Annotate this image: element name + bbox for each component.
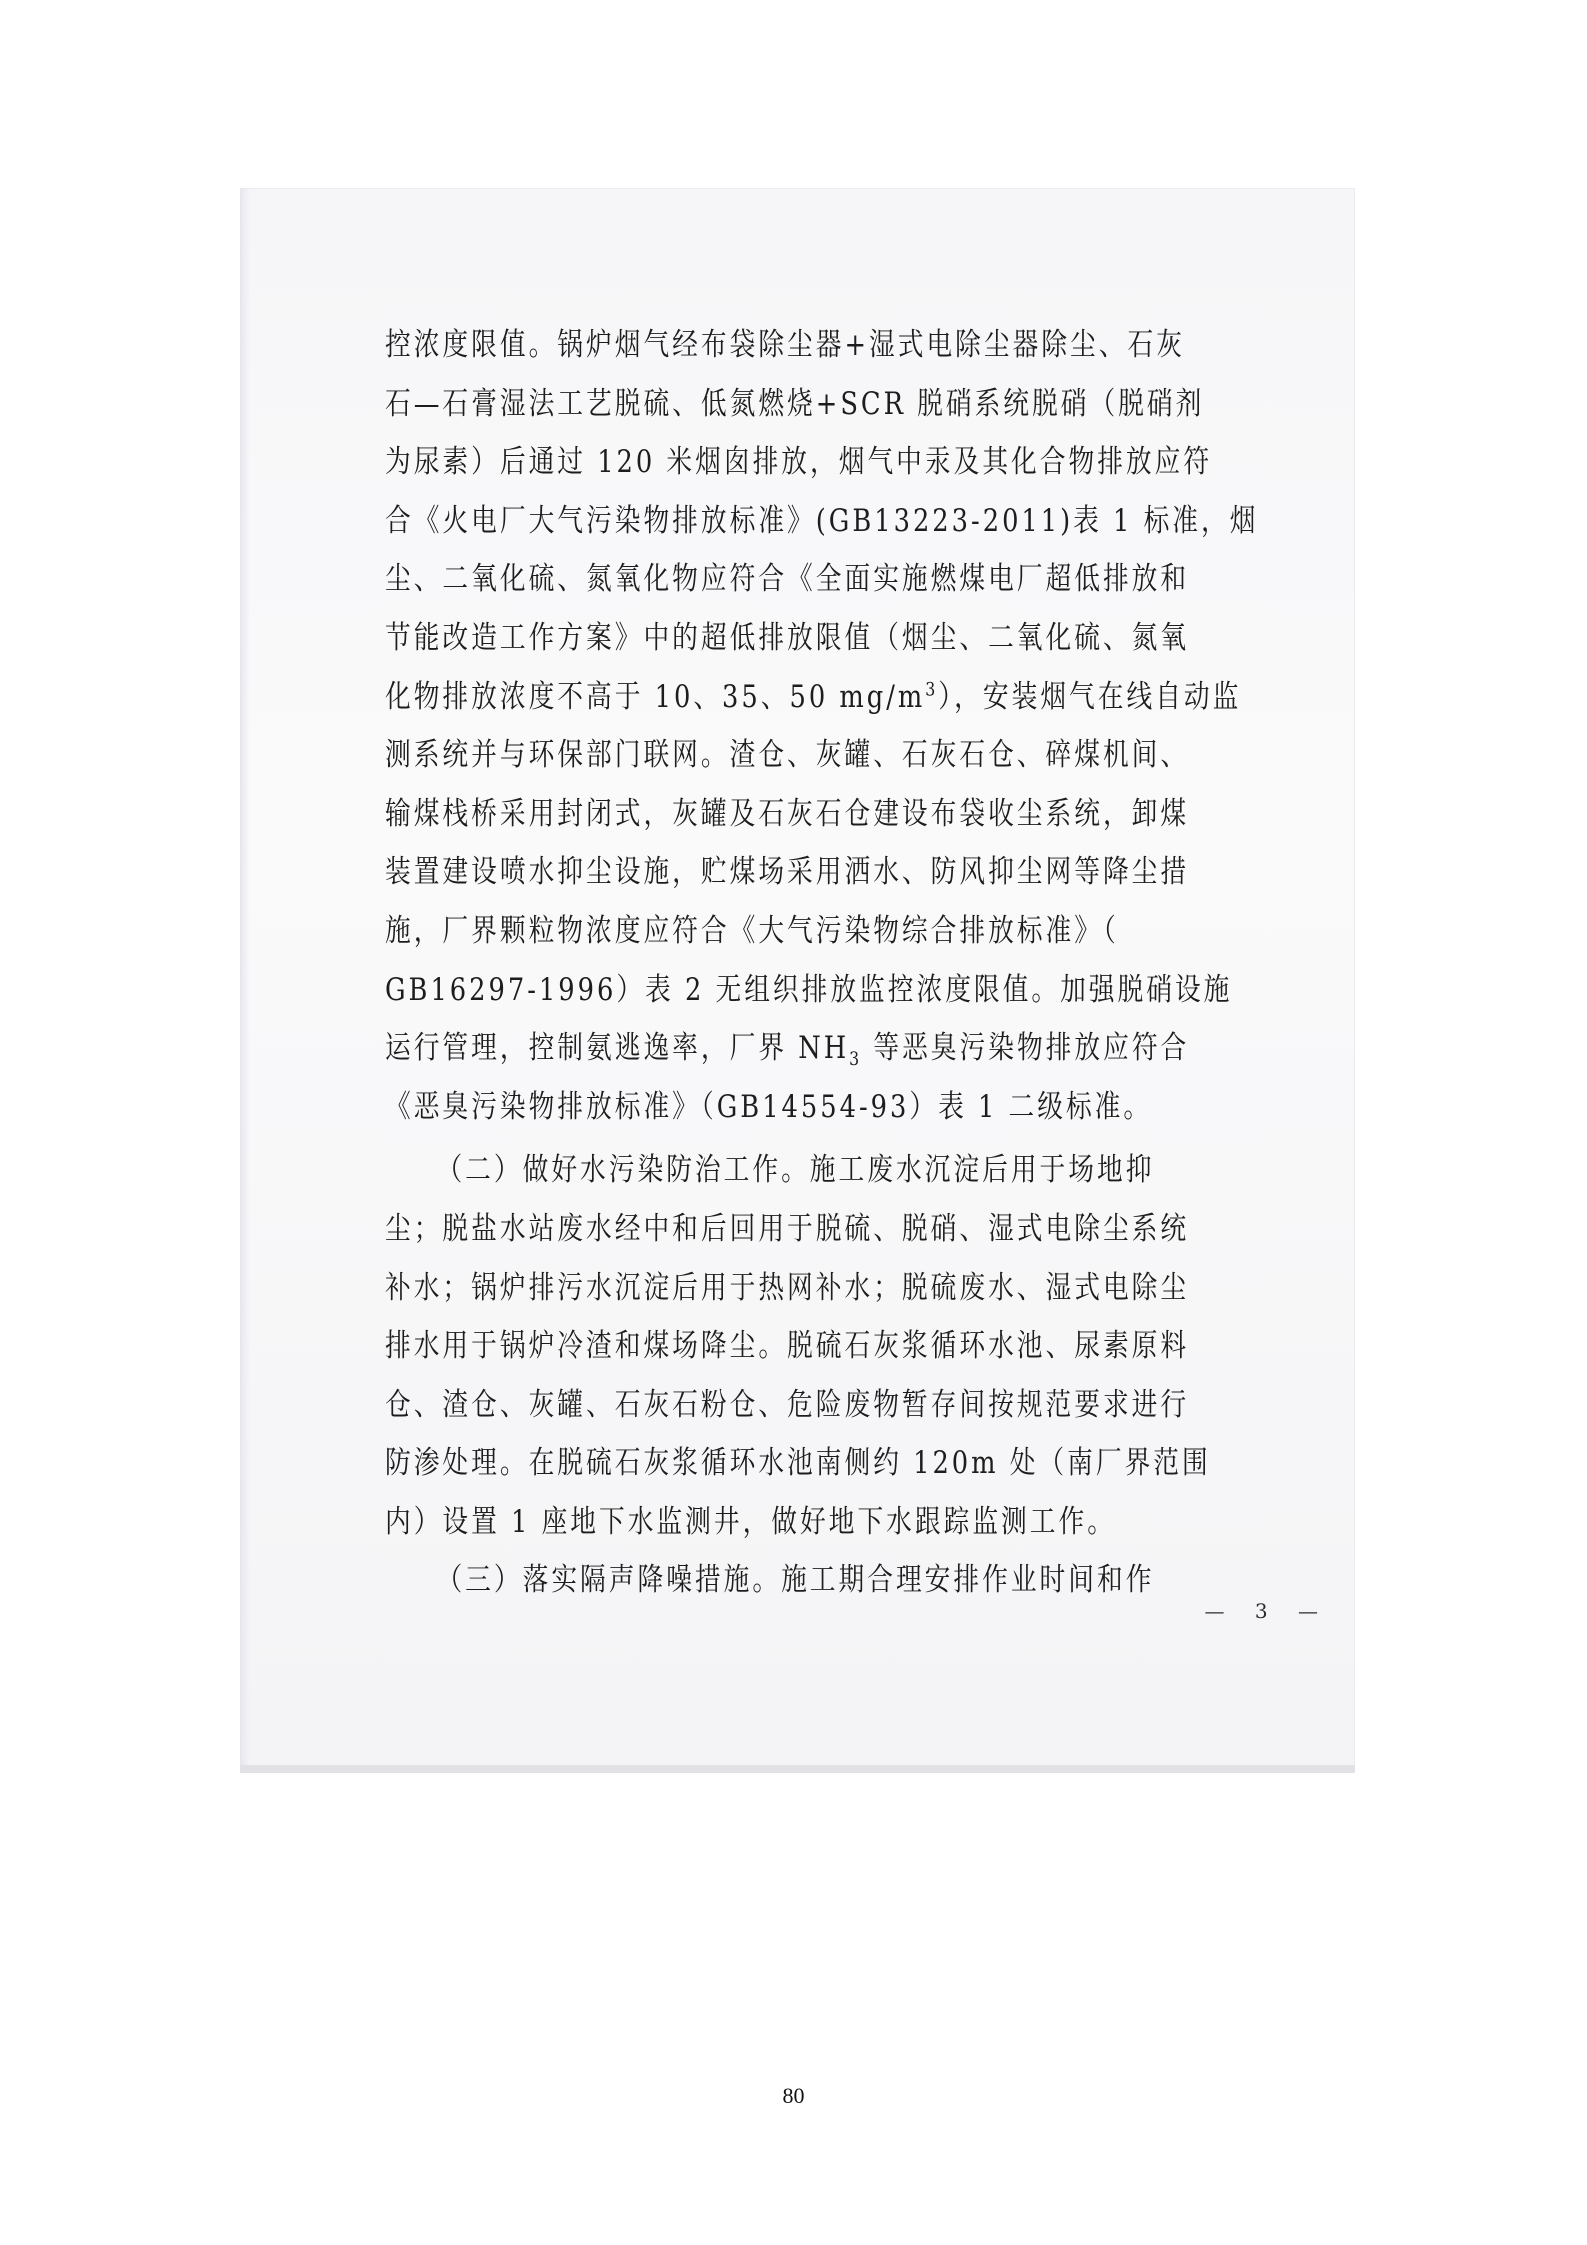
- text-line: 测系统并与环保部门联网。渣仓、灰罐、石灰石仓、碎煤机间、: [385, 737, 1190, 774]
- text-line: 合《火电厂大气污染物排放标准》(GB13223-2011)表 1 标准，烟: [385, 502, 1259, 539]
- text-line: 输煤栈桥采用封闭式，灰罐及石灰石仓建设布袋收尘系统，卸煤: [385, 795, 1190, 832]
- unit-superscript: 3: [925, 678, 939, 701]
- text-line: 《恶臭污染物排放标准》（GB14554-93）表 1 二级标准。: [385, 1088, 1153, 1125]
- section-heading-line: （二）做好水污染防治工作。施工废水沉淀后用于场地抑: [436, 1152, 1155, 1189]
- text-line-tail: ），安装烟气在线自动监: [938, 678, 1242, 715]
- section-heading-line: （三）落实隔声降噪措施。施工期合理安排作业时间和作: [436, 1562, 1155, 1599]
- text-line: 石—石膏湿法工艺脱硫、低氮燃烧+SCR 脱硝系统脱硝（脱硝剂: [385, 385, 1205, 422]
- text-line: [385, 1019, 1286, 1078]
- scanned-page-number: — 3 —: [1204, 1599, 1330, 1623]
- text-line-head: 运行管理，控制氨逃逸率，厂界 NH: [385, 1030, 850, 1067]
- scanned-page: [240, 188, 1355, 1773]
- formula-subscript: 3: [849, 1048, 863, 1071]
- text-line: 装置建设喷水抑尘设施，贮煤场采用洒水、防风抑尘网等降尘措: [385, 854, 1190, 891]
- text-line: 节能改造工作方案》中的超低排放限值（烟尘、二氧化硫、氮氧: [385, 619, 1190, 656]
- text-line: 施，厂界颗粒物浓度应符合《大气污染物综合排放标准》（: [385, 912, 1119, 949]
- text-line: 为尿素）后通过 120 米烟囱排放，烟气中汞及其化合物排放应符: [385, 444, 1213, 481]
- text-line-tail: 等恶臭污染物排放应符合: [862, 1030, 1190, 1067]
- scan-shadow-bottom: [240, 1765, 1355, 1773]
- text-line: 控浓度限值。锅炉烟气经布袋除尘器+湿式电除尘器除尘、石灰: [385, 327, 1185, 363]
- text-line: 尘、二氧化硫、氮氧化物应符合《全面实施燃煤电厂超低排放和: [385, 561, 1190, 598]
- scan-shadow-left: [240, 188, 250, 1773]
- page-number: 80: [782, 2083, 805, 2108]
- text-line: GB16297-1996）表 2 无组织排放监控浓度限值。加强脱硝设施: [385, 971, 1233, 1008]
- text-line: 尘；脱盐水站废水经中和后回用于脱硫、脱硝、湿式电除尘系统: [385, 1210, 1190, 1247]
- text-line: 补水；锅炉排污水沉淀后用于热网补水；脱硫废水、湿式电除尘: [385, 1269, 1190, 1306]
- text-line: 排水用于锅炉冷渣和煤场降尘。脱硫石灰浆循环水池、尿素原料: [385, 1328, 1190, 1365]
- text-line: 仓、渣仓、灰罐、石灰石粉仓、危险废物暂存间按规范要求进行: [385, 1386, 1190, 1423]
- text-line: [385, 668, 1286, 727]
- text-line-head: 化物排放浓度不高于 10、35、50 mg/m: [385, 678, 926, 715]
- text-line: 内）设置 1 座地下水监测井，做好地下水跟踪监测工作。: [385, 1503, 1116, 1540]
- text-line: 防渗处理。在脱硫石灰浆循环水池南侧约 120m 处（南厂界范围: [385, 1445, 1211, 1482]
- body-text: [385, 316, 1286, 1610]
